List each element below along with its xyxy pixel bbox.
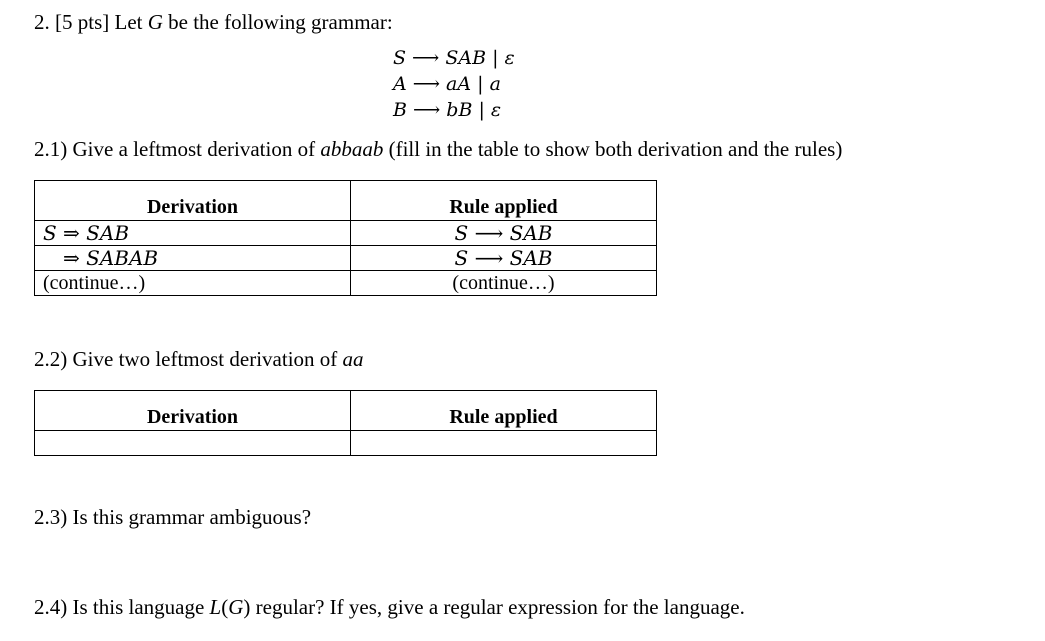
derivation-table-1 xyxy=(34,180,657,296)
table-row xyxy=(35,221,657,246)
table-row xyxy=(35,271,657,296)
question-2-4 xyxy=(34,595,745,620)
question-2-1 xyxy=(34,137,842,162)
question-2-2-word: aa xyxy=(342,347,364,371)
grammar-variable: G xyxy=(228,595,244,619)
derivation-table-2 xyxy=(34,390,657,456)
derivation-column-header: Derivation xyxy=(35,181,351,221)
derivation-cell[interactable]: (continue…) xyxy=(35,271,351,296)
question-2-2 xyxy=(34,347,364,372)
question-2-suffix: be the following grammar: xyxy=(162,10,393,34)
table-header-row xyxy=(35,391,657,431)
rule-column-header: Rule applied xyxy=(351,181,657,221)
rule-cell[interactable] xyxy=(351,431,657,456)
question-2-4-suffix: ) regular? If yes, give a regular expression for the language. xyxy=(243,595,745,619)
table-row xyxy=(35,246,657,271)
grammar-rule-b: B ⟶ bB | ε xyxy=(393,99,502,121)
derivation-cell[interactable]: S ⇒ SAB xyxy=(35,221,351,246)
question-2-1-word: abbaab xyxy=(320,137,384,161)
language-symbol: L xyxy=(209,595,222,619)
rule-cell[interactable]: S ⟶ SAB xyxy=(351,246,657,271)
question-2-prefix: 2. [5 pts] Let xyxy=(34,10,148,34)
question-2-header xyxy=(34,10,393,35)
derivation-column-header: Derivation xyxy=(35,391,351,431)
table-row xyxy=(35,431,657,456)
paren-open: ( xyxy=(221,595,229,619)
question-2-3: 2.3) Is this grammar ambiguous? xyxy=(34,505,312,529)
grammar-variable: G xyxy=(147,10,163,34)
question-2-4-prefix: 2.4) Is this language xyxy=(34,595,210,619)
derivation-cell[interactable]: ⇒ SABAB xyxy=(35,246,351,271)
question-2-1-prefix: 2.1) Give a leftmost derivation of xyxy=(34,137,321,161)
grammar-rule-a: A ⟶ aA | a xyxy=(393,73,501,95)
table-header-row xyxy=(35,181,657,221)
rule-cell[interactable]: S ⟶ SAB xyxy=(351,221,657,246)
rule-column-header: Rule applied xyxy=(351,391,657,431)
grammar-rule-s: S ⟶ SAB | ε xyxy=(393,47,515,69)
question-2-2-prefix: 2.2) Give two leftmost derivation of xyxy=(34,347,343,371)
grammar-rules xyxy=(393,45,515,123)
question-2-1-suffix: (fill in the table to show both derivation and the rules) xyxy=(383,137,843,161)
derivation-cell[interactable] xyxy=(35,431,351,456)
rule-cell[interactable]: (continue…) xyxy=(351,271,657,296)
